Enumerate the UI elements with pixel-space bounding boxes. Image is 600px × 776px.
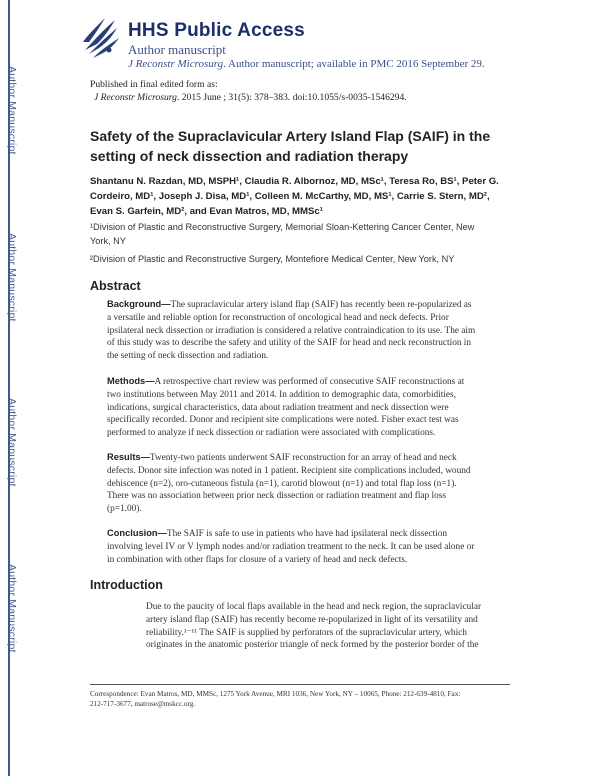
side-label-author-manuscript-2: Author Manuscript <box>6 233 18 322</box>
background-line-5: the setting of neck dissection and radiation. <box>107 351 269 362</box>
methods-line-3: indications, surgical characteristics, data about radiation treatment and neck dissection were <box>107 402 449 413</box>
abstract-background <box>107 298 517 363</box>
background-label: Background— <box>107 299 171 309</box>
methods-line-2: two institutions between May 2011 and 2014. In addition to demographic data, comorbidities, <box>107 389 457 400</box>
intro-line-1: Due to the paucity of local flaps available in the head and neck region, the supraclavicular <box>146 602 482 612</box>
conclusion-label: Conclusion— <box>107 528 167 538</box>
citation-line <box>94 92 407 103</box>
affiliation-1-line-1: ¹Division of Plastic and Reconstructive Surgery, Memorial Sloan-Kettering Cancer Center, New <box>90 222 475 232</box>
intro-line-3: reliability.¹⁻¹¹ The SAIF is supplied by perforators of the supraclavicular artery, which <box>146 627 467 638</box>
results-label: Results— <box>107 452 150 462</box>
introduction-heading: Introduction <box>90 578 163 592</box>
intro-line-4: originates in the anatomic posterior triangle of neck formed by the posterior border of the <box>146 640 479 651</box>
affiliation-1-line-2: York, NY <box>90 236 126 246</box>
abstract-conclusion <box>107 527 517 566</box>
abstract-heading: Abstract <box>90 279 141 293</box>
author-manuscript-subtitle: Author manuscript <box>128 42 226 57</box>
authors-line-1: Shantanu N. Razdan, MD, MSPH¹, Claudia R. Albornoz, MD, MSc¹, Teresa Ro, BS¹, Peter G. <box>90 176 499 187</box>
affiliation-2: ²Division of Plastic and Reconstructive Surgery, Montefiore Medical Center, New York, NY <box>90 254 455 264</box>
background-line-1: The supraclavicular artery island flap (SAIF) has recently been re-popularized as <box>170 300 472 310</box>
background-line-4: of this study was to describe the safety and utility of the SAIF for head and neck reconstruction in <box>107 338 472 349</box>
conclusion-line-3: in combination with other flaps for closure of a variety of head and neck defects. <box>107 554 408 565</box>
abstract-results <box>107 451 517 516</box>
journal-availability-line <box>128 58 485 70</box>
methods-line-4: specifically recorded. Donor and recipient site complications were noted. Fisher exact test was <box>107 415 459 426</box>
intro-line-2: artery island flap (SAIF) has recently become re-popularized in light of its versatility and <box>146 614 478 625</box>
results-line-5: (p=1.00). <box>107 504 142 515</box>
results-line-3: dehiscence (n=2), oro-cutaneous fistula (n=1), carotid blowout (n=1) and total flap loss (n=1). <box>107 478 457 489</box>
footnote-rule <box>90 684 510 685</box>
results-line-2: defects. Donor site infection was noted in 1 patient. Recipient site complications included, wound <box>107 465 471 476</box>
citation-details[interactable]: . 2015 June ; 31(5): 378–383. doi:10.1055/s-0035-1546294. <box>176 92 407 103</box>
authors-line-2: Cordeiro, MD¹, Joseph J. Disa, MD¹, Colleen M. McCarthy, MD, MS¹, Carrie S. Stern, MD², <box>90 191 490 202</box>
side-label-author-manuscript-4: Author Manuscript <box>6 564 18 653</box>
conclusion-line-1: The SAIF is safe to use in patients who have had ipsilateral neck dissection <box>166 529 448 539</box>
article-title-line-2: setting of neck dissection and radiation therapy <box>90 148 409 164</box>
methods-line-1: A retrospective chart review was performed of consecutive SAIF reconstructions at <box>154 377 465 387</box>
availability-text: . Author manuscript; available in PMC 2016 September 29. <box>223 58 485 70</box>
journal-abbrev[interactable]: J Reconstr Microsurg <box>128 58 224 70</box>
side-label-author-manuscript-3: Author Manuscript <box>6 398 18 487</box>
hhs-public-access-title: HHS Public Access <box>128 20 305 41</box>
authors-line-3: Evan S. Garfein, MD², and Evan Matros, MD, MMSc¹ <box>90 206 323 217</box>
correspondence-line-2[interactable]: 212-717-3677, matrose@mskcc.org. <box>90 700 196 708</box>
citation-journal: J Reconstr Microsurg <box>94 92 177 103</box>
correspondence-line-1: Correspondence: Evan Matros, MD, MMSc, 1275 York Avenue, MRI 1036, New York, NY – 10065, Phone: 212-639-4810, Fax: <box>90 690 461 698</box>
side-label-author-manuscript-1: Author Manuscript <box>6 66 18 155</box>
background-line-2: a versatile and reliable option for reconstruction of oncological head and neck defects. Prior <box>107 312 449 323</box>
conclusion-line-2: involving level IV or V lymph nodes and/or radiation treatment to the neck. It can be used alone or <box>107 541 475 552</box>
abstract-methods <box>107 375 517 440</box>
background-line-3: ipsilateral neck dissection or irradiation is considered a relative contraindication to its use. The aim <box>107 325 476 336</box>
published-label: Published in final edited form as: <box>90 79 218 90</box>
article-title-line-1: Safety of the Supraclavicular Artery Island Flap (SAIF) in the <box>90 128 491 144</box>
results-line-4: There was no association between prior neck dissection or radiation treatment and flap loss <box>107 491 446 502</box>
methods-label: Methods— <box>107 376 155 386</box>
results-line-1: Twenty-two patients underwent SAIF reconstruction for an array of head and neck <box>149 453 457 463</box>
hhs-eagle-logo <box>79 12 123 62</box>
introduction-paragraph <box>146 601 506 652</box>
methods-line-5: performed to analyze if neck dissection or radiation were associated with complications. <box>107 428 436 439</box>
